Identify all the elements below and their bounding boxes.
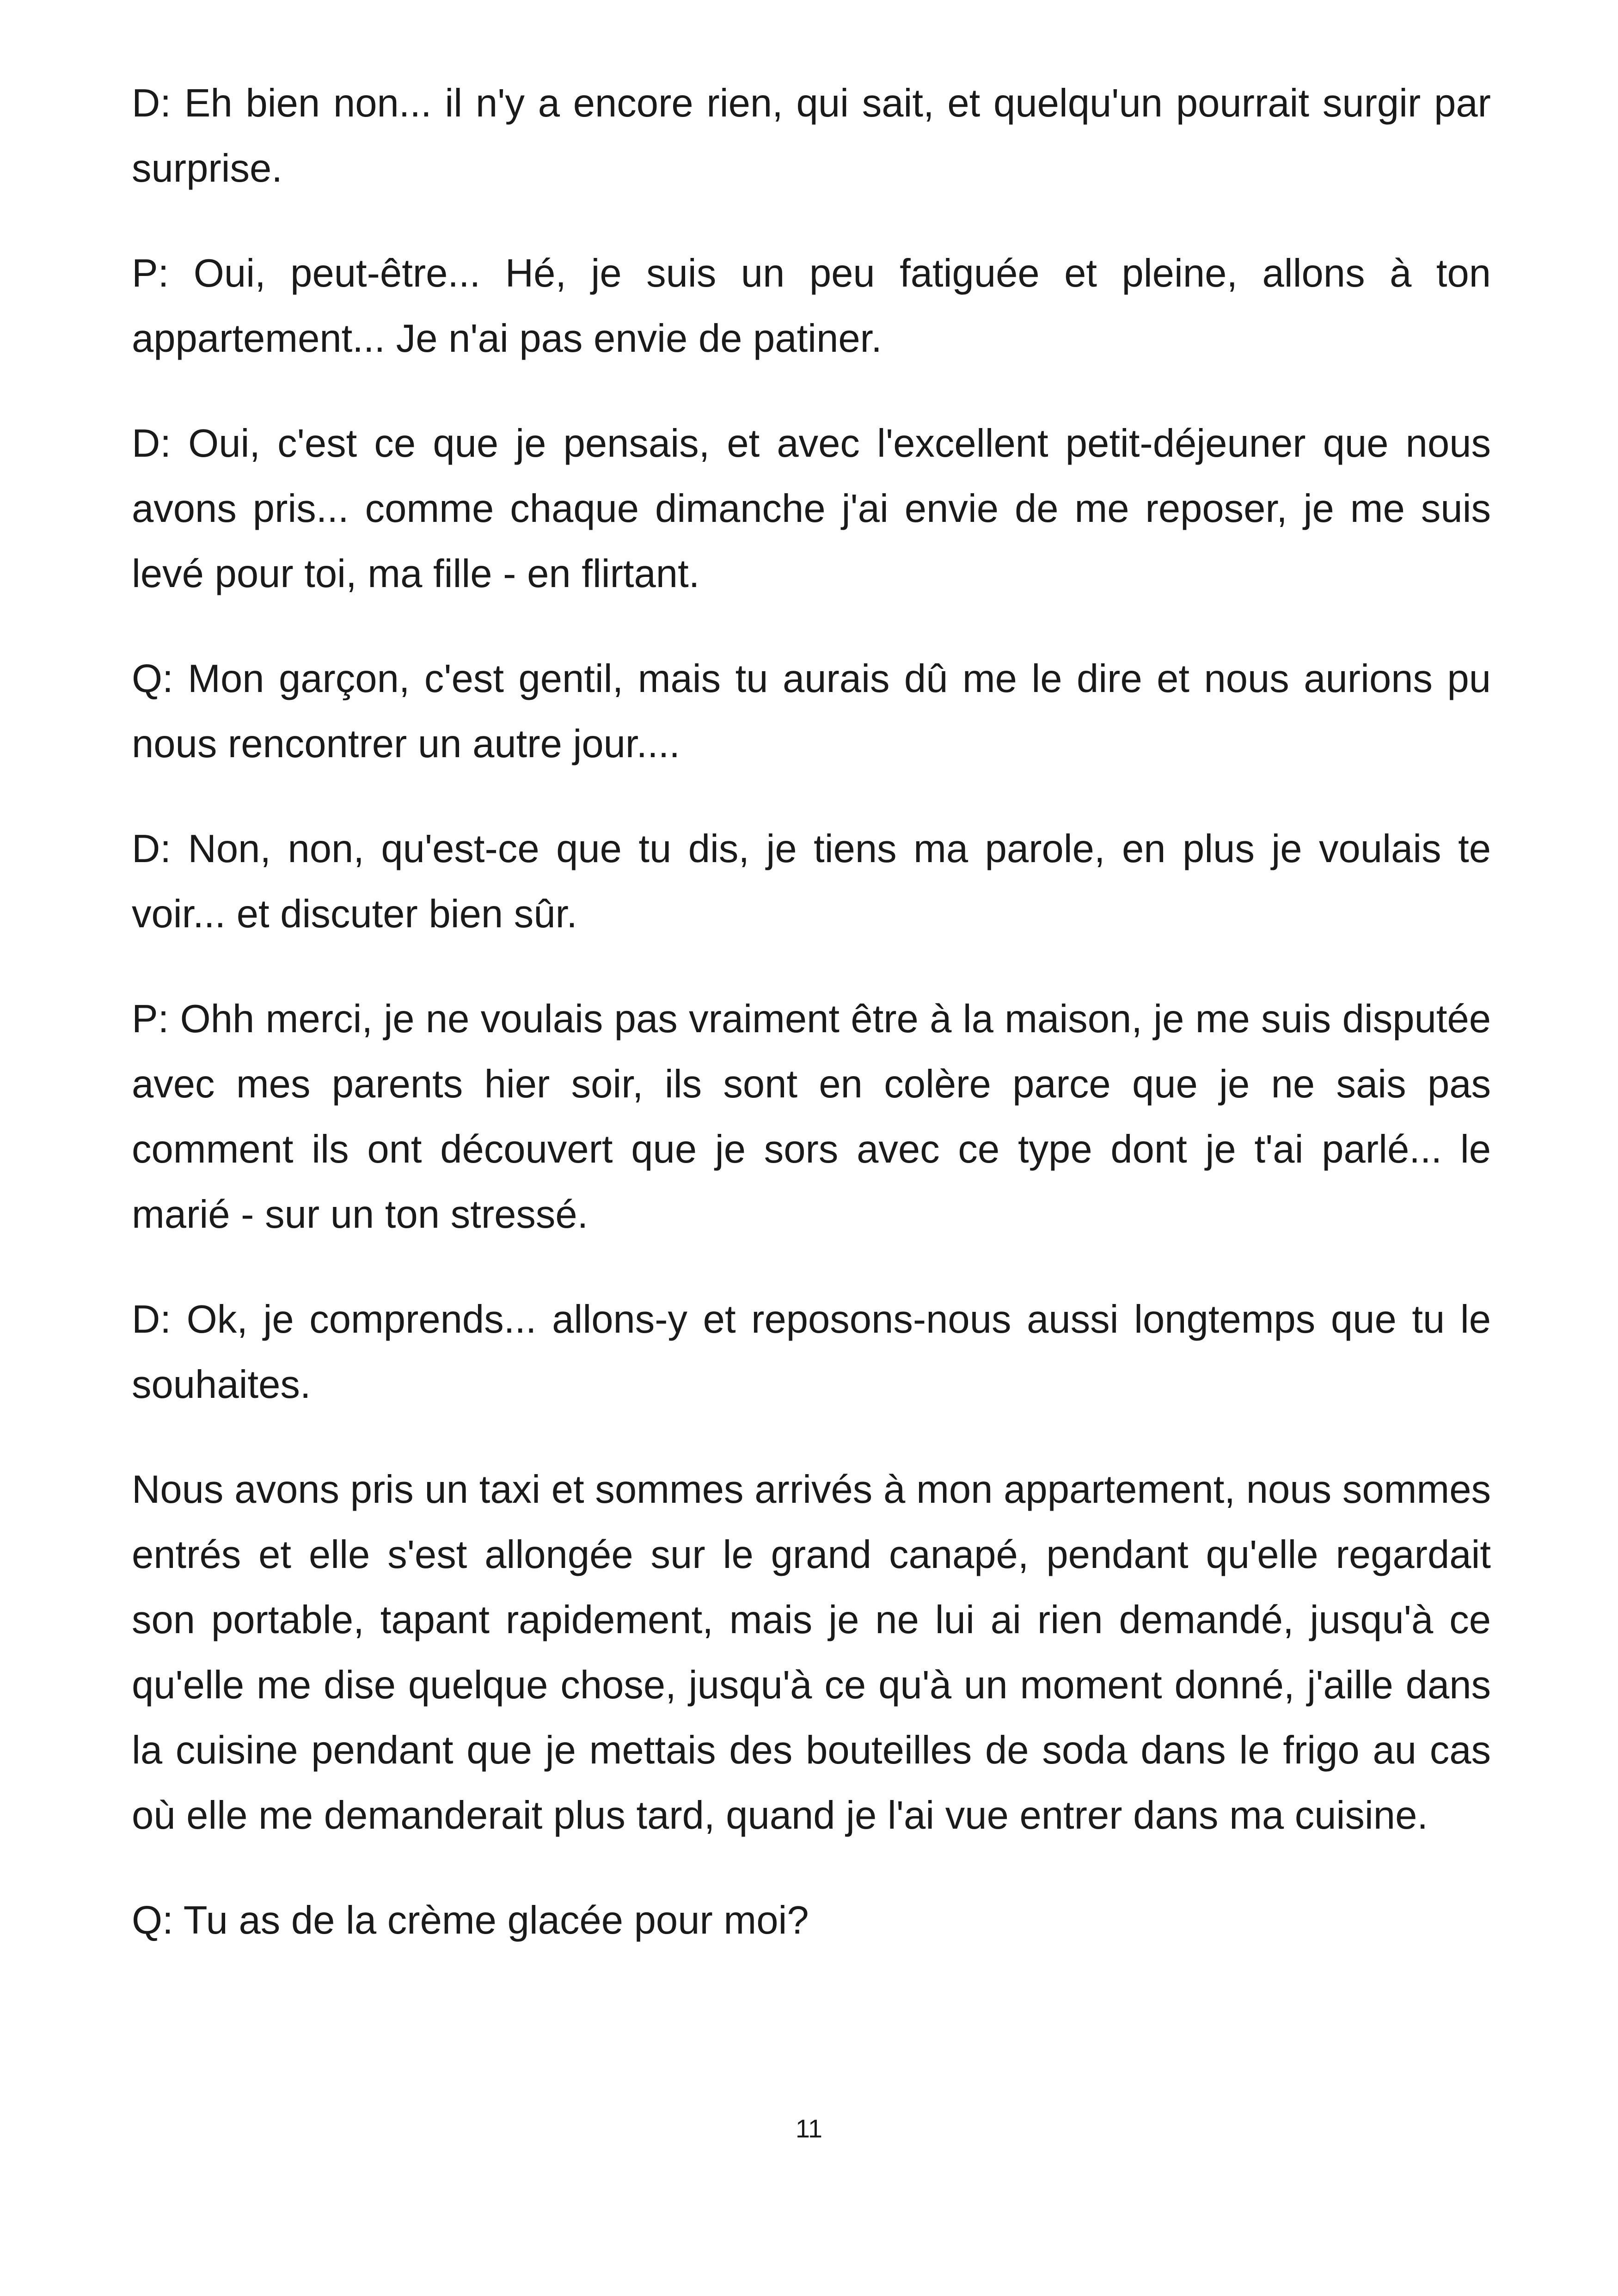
paragraph: D: Oui, c'est ce que je pensais, et avec l'excellent petit-déjeuner que nous avons pris... comme chaque dimanche j'ai envie de me reposer, je me suis levé pour toi, ma fille - en flirtant. [132,422,1491,596]
paragraph: D: Eh bien non... il n'y a encore rien, qui sait, et quelqu'un pourrait surgir par surprise. [132,81,1491,190]
paragraph: D: Non, non, qu'est-ce que tu dis, je tiens ma parole, en plus je voulais te voir... et discuter bien sûr. [132,827,1491,936]
paragraph: P: Ohh merci, je ne voulais pas vraiment être à la maison, je me suis disputée avec mes parents hier soir, ils sont en colère parce que je ne sais pas comment ils ont découvert que je sors avec ce type dont je t'ai parlé... le marié - sur un ton stressé. [132,997,1491,1237]
paragraph: Nous avons pris un taxi et sommes arrivés à mon appartement, nous sommes entrés et elle s'est allongée sur le grand canapé, pendant qu'elle regardait son portable, tapant rapidement, mais je ne lui ai rien demandé, jusqu'à ce qu'elle me dise quelque chose, jusqu'à ce qu'à un moment donné, j'aille dans la cuisine pendant que je mettais des bouteilles de soda dans le frigo au cas où elle me demanderait plus tard, quand je l'ai vue entrer dans ma cuisine. [132,1468,1491,1837]
paragraph: Q: Mon garçon, c'est gentil, mais tu aurais dû me le dire et nous aurions pu nous rencontrer un autre jour.... [132,657,1491,766]
page-number: 11 [795,2114,823,2143]
body-text [132,71,1491,1993]
paragraph: D: Ok, je comprends... allons-y et reposons-nous aussi longtemps que tu le souhaites. [132,1298,1491,1407]
paragraph: P: Oui, peut-être... Hé, je suis un peu fatiguée et pleine, allons à ton appartement... Je n'ai pas envie de patiner. [132,251,1491,361]
paragraph: Q: Tu as de la crème glacée pour moi? [132,1898,809,1942]
